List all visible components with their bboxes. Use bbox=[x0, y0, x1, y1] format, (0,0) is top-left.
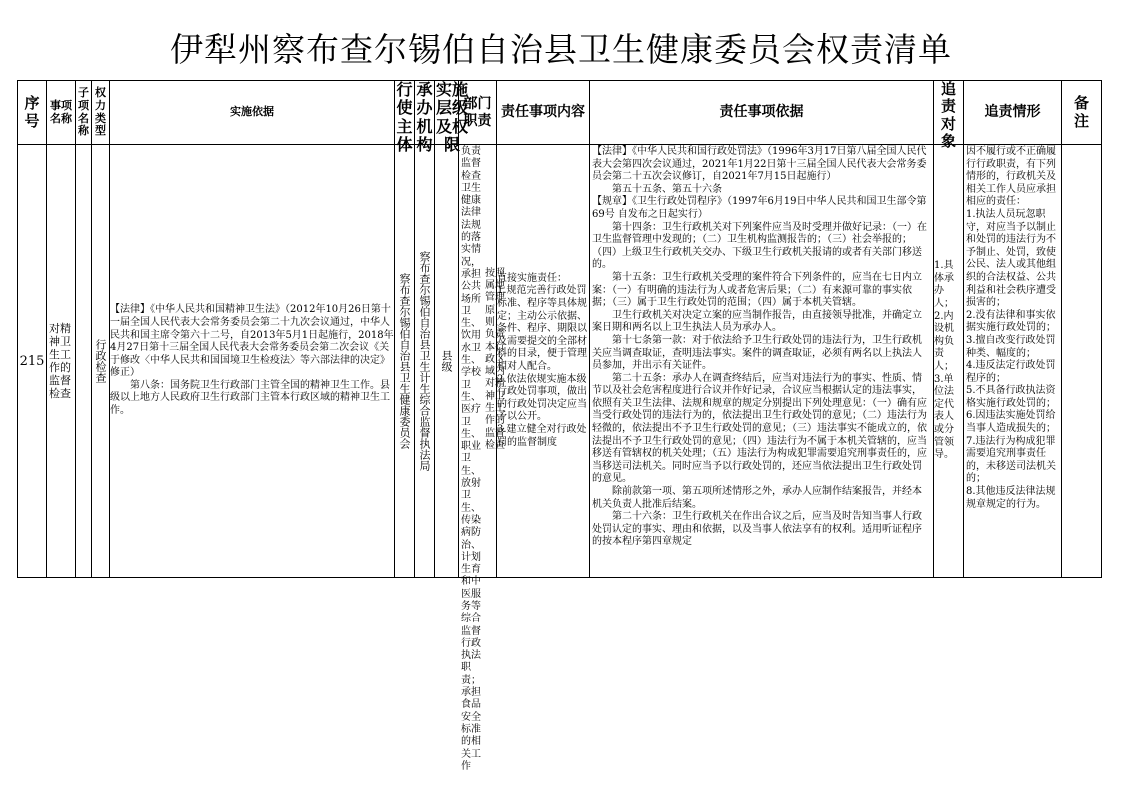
header-remark: 备注 bbox=[1062, 81, 1102, 145]
header-basis: 实施依据 bbox=[110, 81, 395, 145]
header-circumstances: 追责情形 bbox=[964, 81, 1062, 145]
header-item-name: 事项名称 bbox=[47, 81, 76, 145]
header-duty: 部门职责 bbox=[459, 81, 497, 145]
responsibility-table bbox=[17, 80, 1102, 772]
header-power-type: 权力类型 bbox=[92, 81, 110, 145]
header-resp-content: 责任事项内容 bbox=[497, 81, 590, 145]
document-title: 伊犁州察布查尔锡伯自治县卫生健康委员会权责清单 bbox=[170, 30, 952, 69]
header-seq: 序号 bbox=[18, 81, 47, 145]
header-level: 实施层级及权限 bbox=[435, 80, 468, 155]
cell-accountable: 1.具体承办人； 2.内设机构负责人； 3.单位法定代表人或分管领导。 bbox=[934, 145, 964, 578]
cell-level: 县级 bbox=[435, 145, 459, 578]
cell-remark bbox=[1062, 145, 1102, 578]
cell-resp-content: 直接实施责任： 1.规范完善行政处罚标准、程序等具体规定；主动公示依据、条件、程序、期限以及需要提交的全部材料的目录，便于管理相对人配合。 2.依法依规实施本级行政处罚事项，做出的行政处罚决定应当予以公开。 3.建立健全对行政处罚的监督制度 bbox=[497, 145, 590, 578]
cell-item-name: 对精神卫生工作的监督检查 bbox=[47, 145, 76, 578]
header-subject: 行使主体 bbox=[396, 80, 413, 155]
header-resp-basis: 责任事项依据 bbox=[590, 81, 934, 145]
header-sub-item-name: 子项名称 bbox=[76, 81, 92, 145]
header-accountable: 追责对象 bbox=[934, 81, 964, 145]
cell-basis: 【法律】《中华人民共和国精神卫生法》（2012年10月26日第十一届全国人民代表大会常务委员会第二十九次会议通过，中华人民共和国主席令第六十二号，自2013年5月1日起施行，2018年4月27日第十三届全国人民代表大会常务委员会第二次会议《关于修改〈中华人民共和国国境卫生检疫法〉等六部法律的决定》修正） 第八条：国务院卫生行政部门主管全国的精神卫生工作。县级以上地方人民政府卫生行政部门主管本行政区域的精神卫生工作。 bbox=[110, 145, 395, 578]
cell-seq: 215 bbox=[18, 145, 47, 578]
cell-undertaker: 察布查尔锡伯自治县卫生计生综合监督执法局 bbox=[415, 145, 435, 578]
cell-power-type: 行政检查 bbox=[92, 145, 110, 578]
table-header-row bbox=[18, 81, 1102, 145]
cell-circumstances: 因不履行或不正确履行行政职责，有下列情形的，行政机关及相关工作人员应承担相应的责任： 1.执法人员玩忽职守，对应当予以制止和处罚的违法行为不予制止、处罚，致使公民、法人或其他组织的合法权益、公共利益和社会秩序遭受损害的； 2.没有法律和事实依据实施行政处罚的； 3.擅自改变行政处罚种类、幅度的； 4.违反法定行政处罚程序的； 5.不具备行政执法资格实施行政处罚的； 6.因违法实施处罚给当事人造成损失的； 7.违法行为构成犯罪需要追究刑事责任的，未移送司法机关的； 8.其他违反法律法规规章规定的行为。 bbox=[964, 145, 1062, 578]
cell-subject: 察布查尔锡伯自治县卫生健康委员会 bbox=[395, 145, 415, 578]
cell-duty: 负责监督检查卫生健康法律法规的落实情况，承担公共场所卫生、饮用水卫生、学校卫生、医疗卫生、职业卫生、放射卫生、传染病防治、计划生育和中医服务等综合监督行政执法职责；承担食品安全标准的相关工作 按照属地管理原则，负责本行政区域内对精神卫生工作的监督检查 bbox=[459, 145, 497, 578]
cell-resp-basis: 【法律】《中华人民共和国行政处罚法》（1996年3月17日第八届全国人民代表大会第四次会议通过，2021年1月22日第十三届全国人民代表大会常务委员会第二十五次会议修订，自2021年7月15日起施行） 第五十五条、第五十六条 【规章】《卫生行政处罚程序》（1997年6月19日中华人民共和国卫生部令第69号 自发布之日起实行） 第十四条：卫生行政机关对下列案件应当及时受理并做好记录：（一）在卫生监督管理中发现的；（二）卫生机构监测报告的；（三）社会举报的；（四）上级卫生行政机关交办、下级卫生行政机关报请的或者有关部门移送的。 第十五条：卫生行政机关受理的案件符合下列条件的，应当在七日内立案：（一）有明确的违法行为人或者危害后果；（二）有来源可靠的事实依据；（三）属于卫生行政处罚的范围；（四）属于本机关管辖。 卫生行政机关对决定立案的应当制作报告，由直接领导批准，并确定立案日期和两名以上卫生执法人员为承办人。 第十七条第一款：对于依法给予卫生行政处罚的违法行为，卫生行政机关应当调查取证，查明违法事实。案件的调查取证，必须有两名以上执法人员参加，并出示有关证件。 第二十五条：承办人在调查终结后，应当对违法行为的事实、性质、情节以及社会危害程度进行合议并作好记录，合议应当根据认定的违法事实，依照有关卫生法律、法规和规章的规定分别提出下列处理意见：（一）确有应当受行政处罚的违法行为的，依法提出卫生行政处罚的意见；（二）违法行为轻微的，依法提出不予卫生行政处罚的意见；（三）违法事实不能成立的，依法提出不予卫生行政处罚的意见；（四）违法行为不属于本机关管辖的，应当移送有管辖权的机关处理；（五）违法行为构成犯罪需要追究刑事责任的，应当移送司法机关。同时应当予以行政处罚的，还应当依法提出卫生行政处罚的意见。 除前款第一项、第五项所述情形之外，承办人应制作结案报告，并经本机关负责人批准后结案。 第二十六条：卫生行政机关在作出合议之后，应当及时告知当事人行政处罚认定的事实、理由和依据，以及当事人依法享有的权利。适用听证程序的按本程序第四章规定 bbox=[590, 145, 934, 578]
table-row bbox=[18, 145, 1102, 578]
cell-sub-item-name bbox=[76, 145, 92, 578]
header-undertaker: 承办机构 bbox=[416, 80, 433, 155]
